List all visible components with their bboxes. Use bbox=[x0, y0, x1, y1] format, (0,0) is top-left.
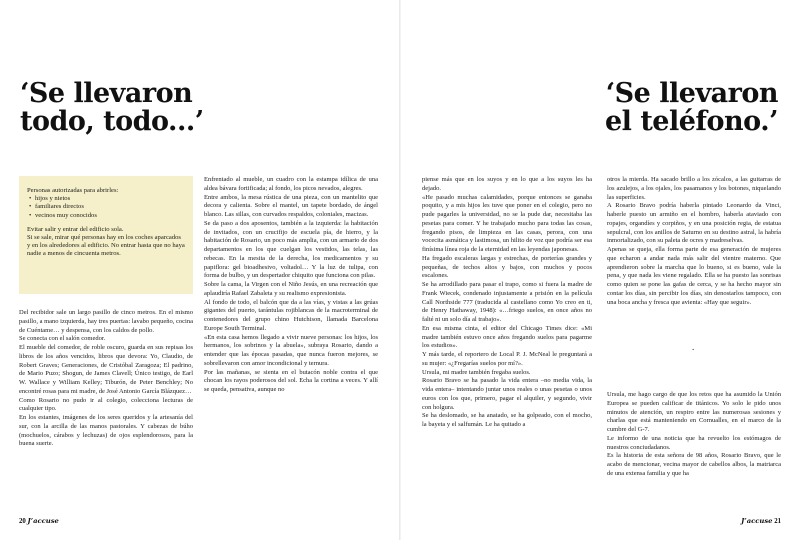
headline-left-line2: todo, todo...’ bbox=[20, 106, 204, 137]
sidebar-bullet-list bbox=[27, 195, 185, 220]
section-separator-dot: . bbox=[692, 342, 695, 352]
paragraph: Enfrentado al mueble, un cuadro con la estampa idílica de una aldea bávara fortificada; al fondo, los picos nevados, alegres. bbox=[204, 176, 378, 192]
sidebar-bullet: • vecinos muy conocidos bbox=[35, 212, 185, 220]
paragraph: Por las mañanas, se sienta en el butacón noble contra el que chocan los rayos poderosos del sol. Echa la cortina a veces. Y allí se queda, pensativa, aunque no bbox=[204, 368, 378, 393]
paragraph: Sobre la cama, la Virgen con el Niño Jesús, en una recreación que aplaudiría Rafael Zabaleta y su realismo expresionista. bbox=[204, 281, 378, 297]
paragraph: Se ha deslomado, se ha anatado, se ha golpeado, con el mocho, la bayeta y el salfumán. Le ha quitado a bbox=[422, 412, 592, 428]
paragraph: Es la historia de esta señora de 98 años, Rosario Bravo, que le acabo de mencionar, vecina mayor de cabellos albos, la matriarca de una extensa familia y que ha bbox=[607, 452, 781, 477]
paragraph: El mueble del comedor, de roble oscuro, guarda en sus repisas los libros de los años vencidos, libros que devora: Yo, Claudio, de Robert Graves; Generaciones, de Cristóbal Zaragoza; El padrino, de Mario Puzo; Shogun, de James Clavell; Único testigo, de Earl W. Wallace y William Kelley; Tiburón, de Peter Benchley; No encontré rosas para mi madre, de José Antonio García Blázquez… bbox=[19, 344, 193, 395]
paragraph: Se conecta con el salón comedor. bbox=[19, 335, 106, 343]
folio-left bbox=[19, 517, 59, 526]
paragraph: piense más que en los suyos y en lo que a los suyos les ha dejado. bbox=[422, 176, 592, 192]
paragraph: En esa misma cinta, el editor del Chicago Times dice: «Mi madre también estuvo once años fregando suelos para pagarme los estudios». bbox=[422, 324, 592, 350]
paragraph: En los estantes, imágenes de los seres queridos y la artesanía del sur, con la arcilla de las manos pastorales. Y cabezas de búho (mochuelos, cárabos y lechuzas) de ojos esplendorosos, para la buena suerte. bbox=[19, 414, 193, 448]
paragraph: Ursula, mi madre también fregaba suelos. bbox=[422, 368, 531, 376]
paragraph: otros la mierda. Ha sacado brillo a los zócalos, a las guitarras de los azulejos, a los ojales, los pasamanos y los botones, niquelando las superficies. bbox=[607, 176, 781, 201]
sidebar-line-a: Evitar salir y entrar del edificio sola. bbox=[27, 225, 124, 233]
page-number: 21 bbox=[774, 518, 781, 525]
paragraph: Entre ambos, la mesa rústica de una pieza, con un mantelito que decora y calienta. Sobre el mantel, un tapete bordado, de ángel blanco. Las sillas, con curvados respaldos, coloniales, macizas. bbox=[204, 193, 378, 218]
text-column-2 bbox=[204, 176, 378, 509]
paragraph: A Rosario Bravo podría haberla pintado Leonardo da Vinci, haberle puesto un armiño en el hombro, haberla ataviado con ropajes, organdíes y corpiños, y en una posición regia, de estatua sepulcral, con los anillos de Saturno en su destino astral, la habría inmortalizado, con su paleta de ocres y madreselvas. bbox=[607, 202, 781, 245]
headline-left bbox=[20, 80, 204, 136]
paragraph: «He pasado muchas calamidades, porque entonces se ganaba poquito, y a mis hijos les tuve que poner en el colegio, pero no pude pagarles la universidad, no se la pude dar, necesitaba las pesetas para comer. Y he trabajado mucho para todas las cosas, fregando pisos, de limpieza en las casas, perora, con una vocecita asmática y lastimosa, un hilito de voz que podría ser esa finísima línea roja de la eternidad en las leyendas japonesas. bbox=[422, 193, 592, 253]
text-column-1 bbox=[19, 309, 193, 505]
paragraph: Rosario Bravo se ha pasado la vida entera –no media vida, la vida entera– intentando juntar unos reales o unas pesetas o unos euros con los que, primero, pagar el alquiler, y segundo, vivir con holgura. bbox=[422, 377, 592, 411]
paragraph: Apenas se queja, ella forma parte de esa generación de mujeres que echaron a andar nada más salir del vientre materno. Que aprendieron sobre la marcha que lo bueno, si es bueno, vale la pena, y que nada les viene regalado. Ella se ha puesto las sonrisas como quien se pone las gafas de cerca, y se ha hecho mayor sin contar los días, sin percibir los días, sin denostarlos tampoco, con una boca ancha y fresca que avienta: «Hay que seguir». bbox=[607, 246, 781, 306]
paragraph: Se da paso a dos aposentos, también a la izquierda: la habitación de invitados, con un crucifijo de escuela pía, de hierro, y la habitación de Rosario, un poco más amplia, con un armario de dos departamentos en los que cuelgan los vestidos, las telas, las rebecas. En la mesita de la derecha, los medicamentos y su papiflora: gel bioadhesivo, voltadol… Y la luz de tulipa, con forma de bulbo, y un despertador chiquito que funciona con pilas. bbox=[204, 219, 378, 280]
text-column-4 bbox=[607, 176, 781, 331]
advice-sidebar-box bbox=[19, 176, 193, 294]
headline-right-line1: ‘Se llevaron bbox=[605, 78, 778, 109]
paragraph: Al fondo de todo, el balcón que da a las vías, y vistas a las grúas gigantes del puerto, tarántulas rojiblancas de la macroterminal de contenedores del grupo chino Hutchison, llamada Barcelona Europe South Terminal. bbox=[204, 298, 378, 332]
page-gutter bbox=[399, 0, 401, 540]
sidebar-intro: Personas autorizadas para abrirles: bbox=[27, 187, 119, 194]
paragraph: Ha fregado escaleras largas y estrechas, de porterías grandes y pequeñas, de techos altos y bajos, con muchos y pocos escalones. bbox=[422, 254, 592, 280]
paragraph: Y más tarde, el reportero de Local P. J. McNeal le preguntará a su mujer: «¿Fregarías suelos por mí?». bbox=[422, 351, 592, 367]
paragraph: Del recibidor sale un largo pasillo de cinco metros. En el mismo pasillo, a mano izquierda, hay tres puertas: lavabo pequeño, cocina de Cuéntame… y despensa, con los caldos de pollo. bbox=[19, 309, 193, 334]
page-number: 20 bbox=[19, 518, 26, 525]
sidebar-bullet: • hijos y nietos bbox=[35, 195, 185, 203]
paragraph: Se ha arrodillado para pasar el trapo, como si fuera la madre de Frank Wiecek, condenado injustamente a prisión en la película Call Northside 777 (traducida al castellano como Yo creo en ti, de Henry Hathaway, 1948): «…friego suelos, en once años no falté ni un solo día al trabajo». bbox=[422, 281, 592, 323]
paragraph: «En esta casa hemos llegado a vivir nueve personas: los hijos, los hermanos, los sobrinos y la abuela», subraya Rosario, dando a entender que las épocas pasadas, que nunca fueron mejores, se sobrellevaron con amor incondicional y ternura. bbox=[204, 333, 378, 367]
text-column-4-continued bbox=[607, 391, 781, 509]
headline-left-line1: ‘Se llevaron bbox=[20, 78, 193, 109]
folio-right bbox=[741, 517, 781, 526]
sidebar-line-b: Si se sale, mirar qué personas hay en los coches aparcados y en los alrededores al edificio. No entrar hasta que no haya nadie a menos de cincuenta metros. bbox=[27, 234, 185, 258]
headline-right-line2: el teléfono.’ bbox=[604, 106, 778, 137]
headline-right bbox=[605, 80, 778, 136]
paragraph: Le informo de una noticia que ha revuelto los estómagos de nuestros conciudadanos. bbox=[607, 434, 781, 451]
magazine-name: J’accuse bbox=[27, 517, 59, 525]
magazine-name: J’accuse bbox=[741, 517, 773, 525]
text-column-3 bbox=[422, 176, 592, 509]
sidebar-bullet: • familiares directos bbox=[35, 203, 185, 211]
paragraph: Como Rosario no pudo ir al colegio, colecciona lecturas de cualquier tipo. bbox=[19, 396, 193, 413]
paragraph: Ursula, me hago cargo de que los retos que ha asumido la Unión Europea se pueden calificar de titánicos. Yo solo le pido unos minutos de atención, un respiro entre las numerosas sesiones y charlas que está manteniendo en Cornualles, en el marco de la cumbre del G-7. bbox=[607, 391, 781, 433]
